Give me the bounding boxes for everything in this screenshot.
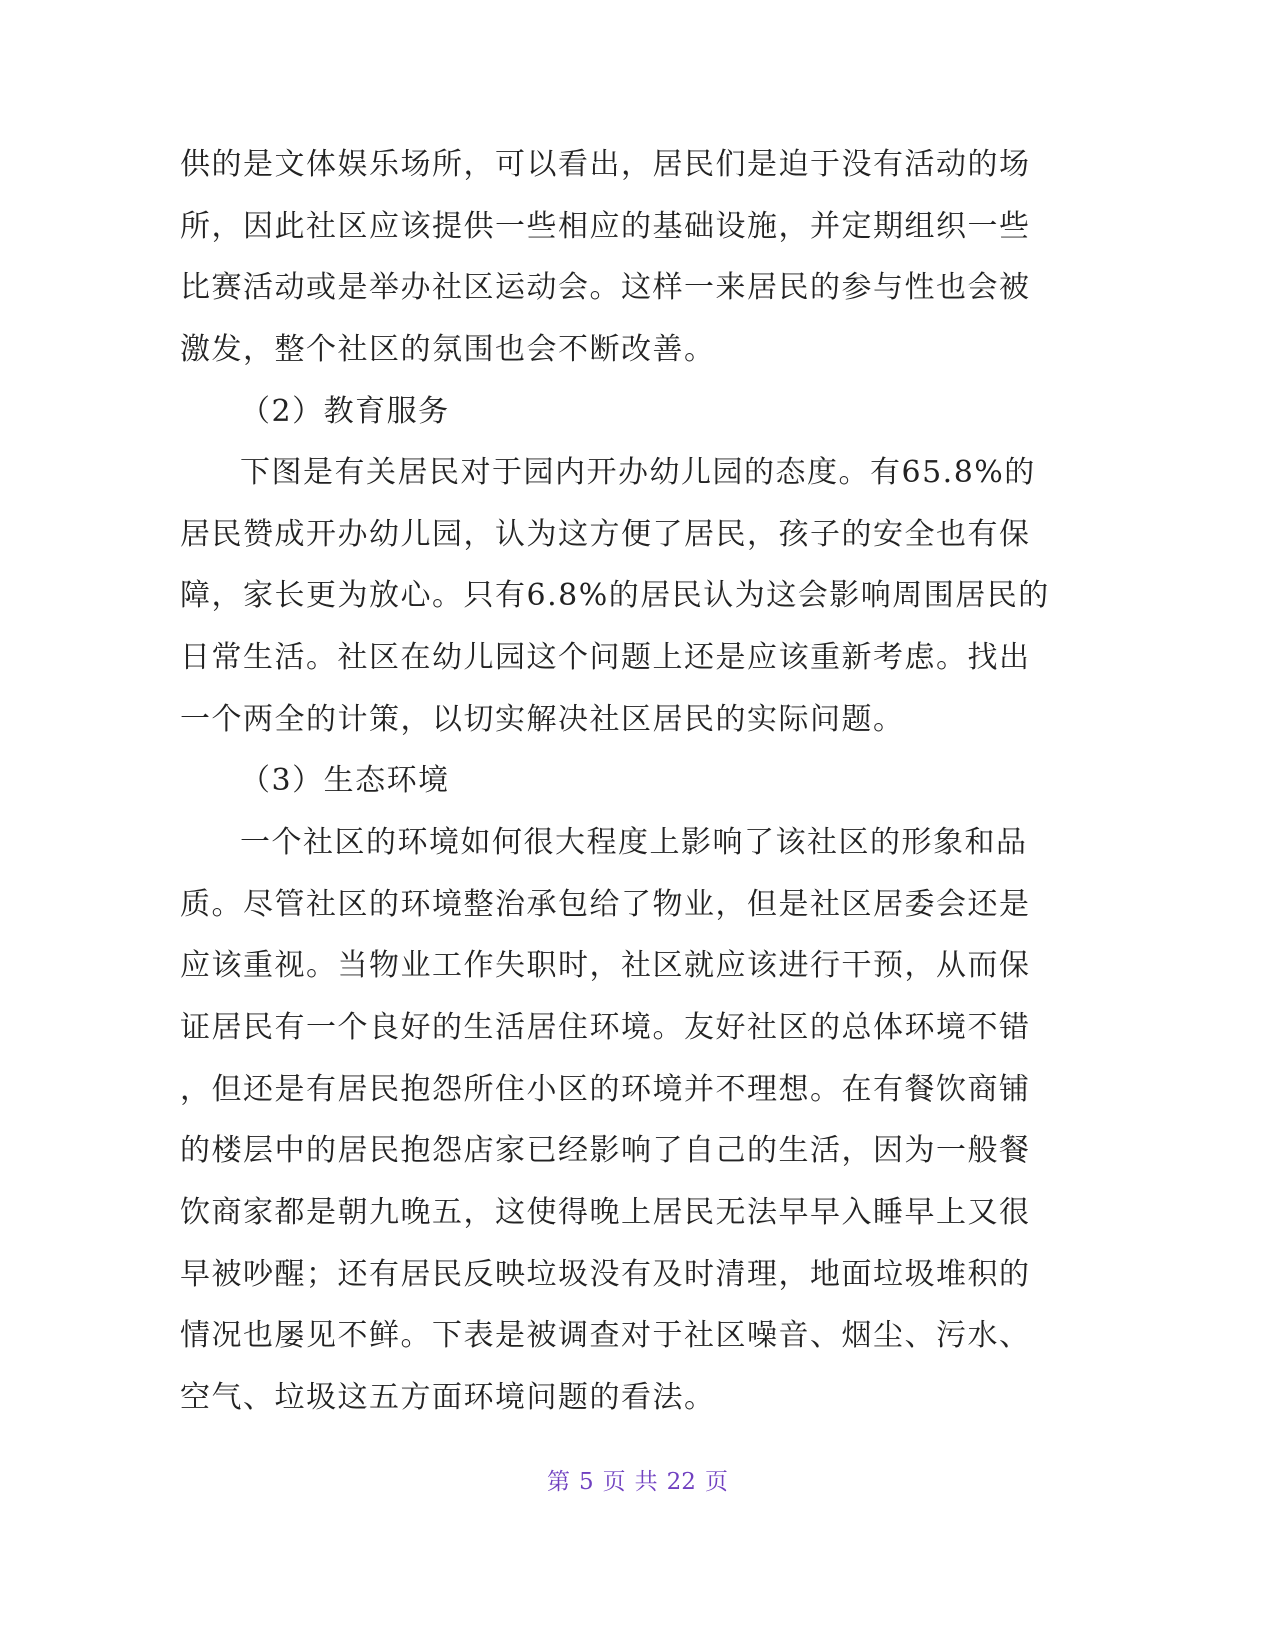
text-line: 质。尽管社区的环境整治承包给了物业，但是社区居委会还是 — [180, 886, 1031, 922]
paragraph-recreation-continued — [180, 134, 1060, 381]
text-line: 比赛活动或是举办社区运动会。这样一来居民的参与性也会被 — [180, 270, 1031, 306]
footer-total-pages: 22 — [666, 1469, 696, 1495]
footer-label-page: 第 — [547, 1469, 571, 1495]
text-line: 早被吵醒；还有居民反映垃圾没有及时清理，地面垃圾堆积的 — [180, 1256, 1031, 1292]
text-line: 的楼层中的居民抱怨店家已经影响了自己的生活，因为一般餐 — [180, 1133, 1031, 1169]
paragraph-education — [180, 442, 1060, 750]
footer-label-total: 共 — [634, 1469, 658, 1495]
footer-label-page-unit: 页 — [602, 1469, 626, 1495]
document-body — [180, 134, 1060, 1428]
page-footer — [0, 1466, 1275, 1498]
text-line: 所，因此社区应该提供一些相应的基础设施，并定期组织一些 — [180, 208, 1031, 244]
text-line: 一个社区的环境如何很大程度上影响了该社区的形象和品 — [240, 825, 1028, 861]
text-line: 应该重视。当物业工作失职时，社区就应该进行干预，从而保 — [180, 948, 1031, 984]
section-heading-environment: （3）生态环境 — [240, 763, 450, 799]
text-line: 下图是有关居民对于园内开办幼儿园的态度。有65.8%的 — [240, 455, 1036, 491]
text-line: 激发，整个社区的氛围也会不断改善。 — [180, 331, 716, 367]
text-line: 空气、垃圾这五方面环境问题的看法。 — [180, 1379, 716, 1415]
paragraph-environment — [180, 812, 1060, 1428]
text-line: 证居民有一个良好的生活居住环境。友好社区的总体环境不错 — [180, 1009, 1031, 1045]
text-line: 居民赞成开办幼儿园，认为这方便了居民，孩子的安全也有保 — [180, 516, 1031, 552]
text-line: 日常生活。社区在幼儿园这个问题上还是应该重新考虑。找出 — [180, 640, 1031, 676]
text-line: 饮商家都是朝九晚五，这使得晚上居民无法早早入睡早上又很 — [180, 1194, 1031, 1230]
text-line: ，但还是有居民抱怨所住小区的环境并不理想。在有餐饮商铺 — [180, 1071, 1031, 1107]
text-line: 情况也屡见不鲜。下表是被调查对于社区噪音、烟尘、污水、 — [180, 1318, 1031, 1354]
text-line: 供的是文体娱乐场所，可以看出，居民们是迫于没有活动的场 — [180, 147, 1031, 182]
section-heading-education: （2）教育服务 — [240, 393, 450, 429]
text-line: 一个两全的计策，以切实解决社区居民的实际问题。 — [180, 701, 905, 737]
footer-current-page: 5 — [579, 1469, 594, 1495]
footer-label-total-unit: 页 — [704, 1469, 728, 1495]
text-line: 障，家长更为放心。只有6.8%的居民认为这会影响周围居民的 — [180, 578, 1050, 614]
